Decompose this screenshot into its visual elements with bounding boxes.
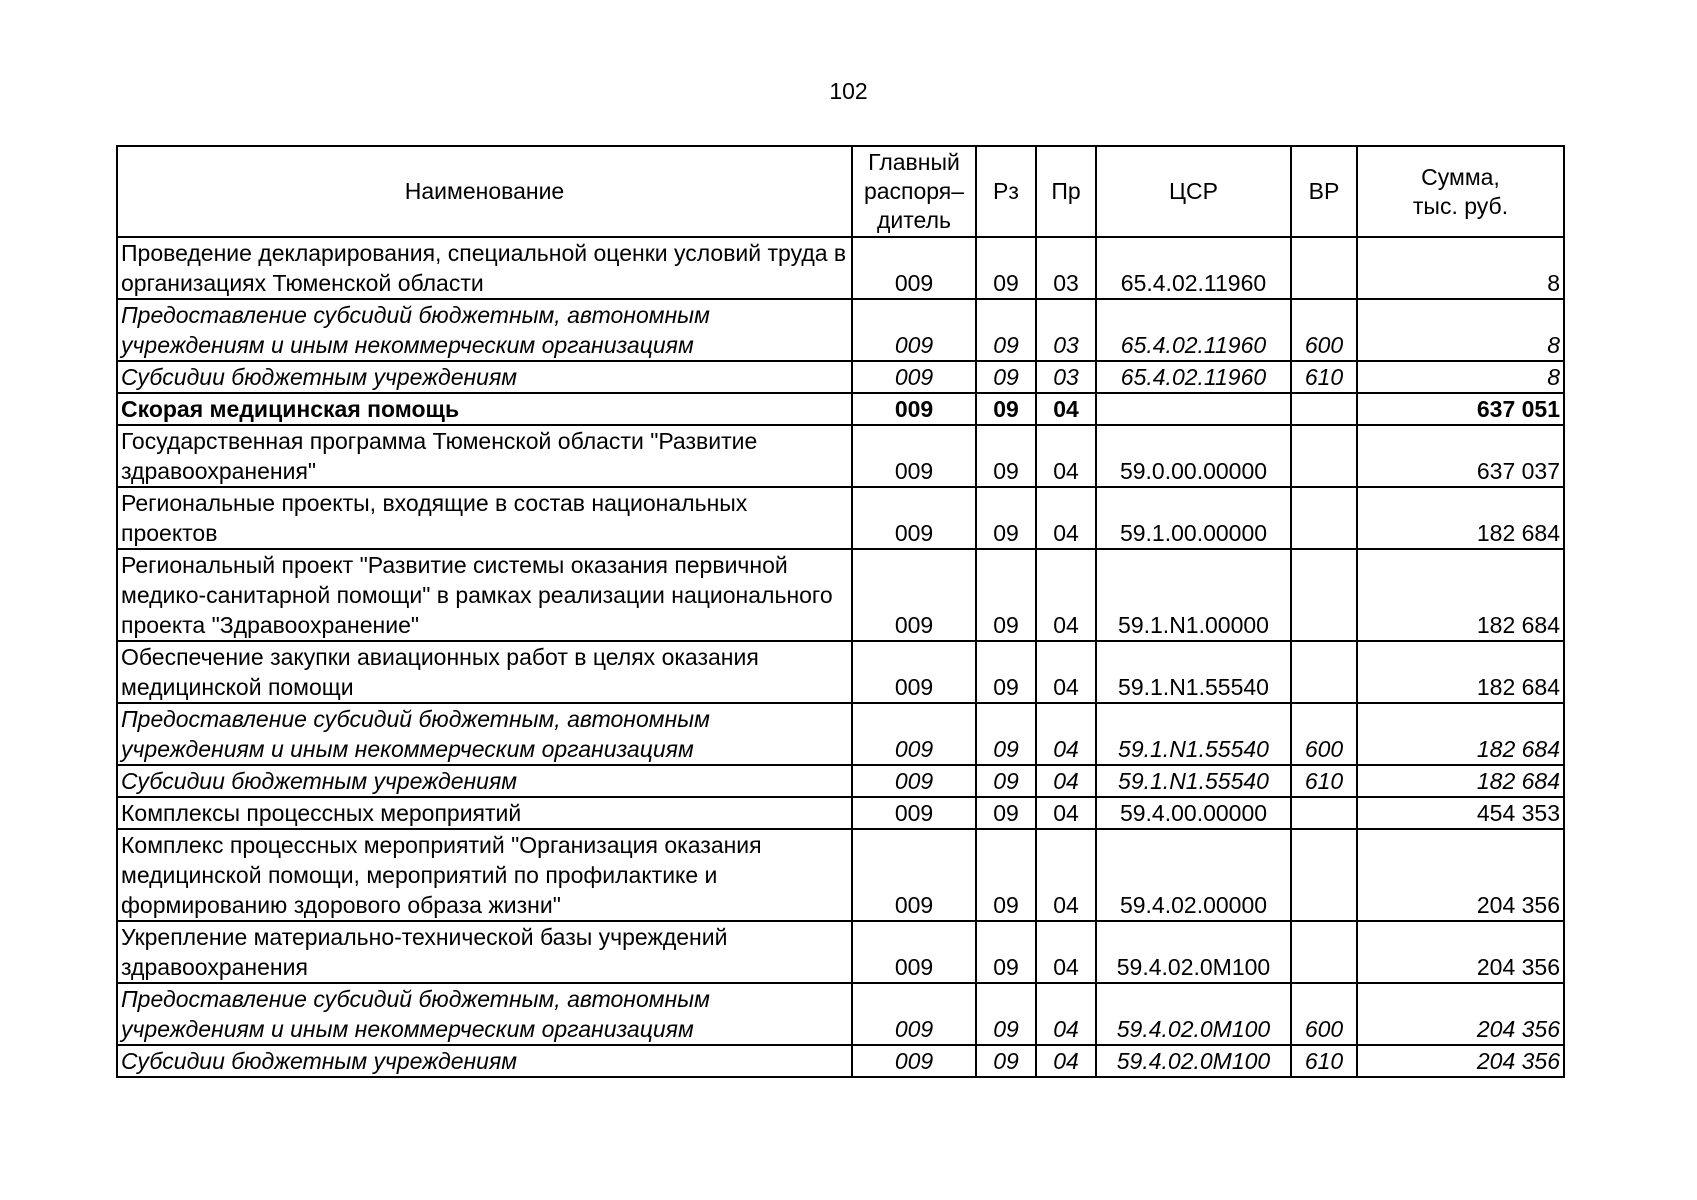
- cell-gr: 009: [852, 797, 976, 829]
- cell-vr: 610: [1291, 765, 1357, 797]
- cell-rz: 09: [976, 641, 1036, 703]
- cell-sum: 182 684: [1357, 641, 1564, 703]
- header-main-manager-line: Главный: [868, 149, 960, 175]
- cell-sum: 8: [1357, 237, 1564, 299]
- cell-pr: 04: [1036, 641, 1096, 703]
- cell-rz: 09: [976, 299, 1036, 361]
- cell-gr: 009: [852, 765, 976, 797]
- cell-rz: 09: [976, 549, 1036, 641]
- cell-name: Комплексы процессных мероприятий: [117, 797, 852, 829]
- cell-pr: 04: [1036, 549, 1096, 641]
- cell-csr: 65.4.02.11960: [1096, 361, 1291, 393]
- cell-sum: 204 356: [1357, 921, 1564, 983]
- cell-name: Укрепление материально-технической базы учреждений здравоохранения: [117, 921, 852, 983]
- cell-vr: 600: [1291, 983, 1357, 1045]
- table-row: [117, 703, 1564, 765]
- cell-vr: 610: [1291, 361, 1357, 393]
- header-vr: ВР: [1291, 146, 1357, 237]
- cell-name: Комплекс процессных мероприятий "Организация оказания медицинской помощи, мероприятий по профилактике и формированию здорового образа жизни": [117, 829, 852, 921]
- cell-csr: 59.4.00.00000: [1096, 797, 1291, 829]
- header-main-manager-line: дитель: [877, 207, 951, 233]
- cell-gr: 009: [852, 237, 976, 299]
- cell-gr: 009: [852, 487, 976, 549]
- cell-pr: 04: [1036, 765, 1096, 797]
- table-row: [117, 237, 1564, 299]
- cell-csr: 65.4.02.11960: [1096, 299, 1291, 361]
- cell-name: Субсидии бюджетным учреждениям: [117, 1045, 852, 1077]
- table-row: [117, 299, 1564, 361]
- cell-pr: 03: [1036, 361, 1096, 393]
- cell-name: Предоставление субсидий бюджетным, автономным учреждениям и иным некоммерческим организациям: [117, 703, 852, 765]
- cell-vr: [1291, 425, 1357, 487]
- cell-gr: 009: [852, 703, 976, 765]
- cell-name: Региональные проекты, входящие в состав национальных проектов: [117, 487, 852, 549]
- header-main-manager: [852, 146, 976, 237]
- cell-csr: 59.1.N1.55540: [1096, 641, 1291, 703]
- cell-pr: 04: [1036, 921, 1096, 983]
- header-csr: ЦСР: [1096, 146, 1291, 237]
- cell-gr: 009: [852, 641, 976, 703]
- cell-pr: 04: [1036, 829, 1096, 921]
- cell-csr: 59.4.02.0М100: [1096, 1045, 1291, 1077]
- cell-sum: 454 353: [1357, 797, 1564, 829]
- cell-csr: 65.4.02.11960: [1096, 237, 1291, 299]
- cell-name: Субсидии бюджетным учреждениям: [117, 361, 852, 393]
- cell-name: Предоставление субсидий бюджетным, автономным учреждениям и иным некоммерческим организациям: [117, 983, 852, 1045]
- cell-name: Проведение декларирования, специальной оценки условий труда в организациях Тюменской области: [117, 237, 852, 299]
- header-sum-line: тыс. руб.: [1412, 192, 1509, 219]
- cell-vr: [1291, 641, 1357, 703]
- cell-sum: 182 684: [1357, 487, 1564, 549]
- cell-rz: 09: [976, 487, 1036, 549]
- cell-gr: 009: [852, 829, 976, 921]
- cell-rz: 09: [976, 361, 1036, 393]
- header-pr: Пр: [1036, 146, 1096, 237]
- cell-gr: 009: [852, 921, 976, 983]
- cell-name: Обеспечение закупки авиационных работ в целях оказания медицинской помощи: [117, 641, 852, 703]
- cell-sum: 182 684: [1357, 549, 1564, 641]
- budget-table: [116, 145, 1565, 1078]
- cell-csr: 59.1.N1.55540: [1096, 703, 1291, 765]
- cell-pr: 04: [1036, 487, 1096, 549]
- cell-sum: 182 684: [1357, 703, 1564, 765]
- cell-name: Субсидии бюджетным учреждениям: [117, 765, 852, 797]
- cell-sum: 204 356: [1357, 829, 1564, 921]
- cell-name: Региональный проект "Развитие системы оказания первичной медико-санитарной помощи" в рамках реализации национального проекта "Здравоохранение": [117, 549, 852, 641]
- cell-vr: 600: [1291, 299, 1357, 361]
- cell-rz: 09: [976, 703, 1036, 765]
- cell-vr: [1291, 237, 1357, 299]
- cell-gr: 009: [852, 361, 976, 393]
- cell-csr: 59.4.02.0М100: [1096, 921, 1291, 983]
- table-row: [117, 829, 1564, 921]
- header-rz: Рз: [976, 146, 1036, 237]
- cell-sum: 204 356: [1357, 983, 1564, 1045]
- cell-csr: [1096, 393, 1291, 425]
- cell-gr: 009: [852, 1045, 976, 1077]
- cell-sum: 637 051: [1357, 393, 1564, 425]
- cell-name: Предоставление субсидий бюджетным, автономным учреждениям и иным некоммерческим организациям: [117, 299, 852, 361]
- cell-vr: [1291, 487, 1357, 549]
- cell-sum: 8: [1357, 299, 1564, 361]
- table-row: [117, 921, 1564, 983]
- cell-csr: 59.0.00.00000: [1096, 425, 1291, 487]
- table-row: [117, 1045, 1564, 1077]
- table-row: [117, 983, 1564, 1045]
- cell-vr: [1291, 829, 1357, 921]
- cell-rz: 09: [976, 829, 1036, 921]
- table-row: [117, 361, 1564, 393]
- cell-pr: 04: [1036, 797, 1096, 829]
- cell-vr: 600: [1291, 703, 1357, 765]
- table-row: [117, 797, 1564, 829]
- cell-pr: 03: [1036, 299, 1096, 361]
- header-sum: [1357, 146, 1564, 237]
- cell-name: Скорая медицинская помощь: [117, 393, 852, 425]
- cell-rz: 09: [976, 1045, 1036, 1077]
- table-row: [117, 425, 1564, 487]
- cell-rz: 09: [976, 425, 1036, 487]
- cell-pr: 04: [1036, 393, 1096, 425]
- cell-sum: 8: [1357, 361, 1564, 393]
- header-sum-line: Сумма,: [1421, 163, 1500, 190]
- table-row: [117, 641, 1564, 703]
- cell-csr: 59.4.02.00000: [1096, 829, 1291, 921]
- table-row: [117, 393, 1564, 425]
- cell-pr: 04: [1036, 703, 1096, 765]
- page-number: 102: [829, 78, 868, 104]
- cell-vr: [1291, 549, 1357, 641]
- cell-gr: 009: [852, 983, 976, 1045]
- header-name: Наименование: [117, 146, 852, 237]
- cell-csr: 59.1.N1.00000: [1096, 549, 1291, 641]
- cell-csr: 59.4.02.0М100: [1096, 983, 1291, 1045]
- cell-pr: 04: [1036, 983, 1096, 1045]
- table-row: [117, 487, 1564, 549]
- cell-sum: 204 356: [1357, 1045, 1564, 1077]
- cell-rz: 09: [976, 797, 1036, 829]
- cell-rz: 09: [976, 393, 1036, 425]
- cell-sum: 637 037: [1357, 425, 1564, 487]
- cell-csr: 59.1.00.00000: [1096, 487, 1291, 549]
- cell-vr: [1291, 797, 1357, 829]
- cell-rz: 09: [976, 983, 1036, 1045]
- cell-rz: 09: [976, 765, 1036, 797]
- cell-vr: 610: [1291, 1045, 1357, 1077]
- cell-gr: 009: [852, 299, 976, 361]
- header-main-manager-line: распоря–: [863, 178, 965, 204]
- cell-pr: 03: [1036, 237, 1096, 299]
- cell-gr: 009: [852, 549, 976, 641]
- cell-rz: 09: [976, 237, 1036, 299]
- cell-gr: 009: [852, 393, 976, 425]
- cell-vr: [1291, 393, 1357, 425]
- cell-pr: 04: [1036, 425, 1096, 487]
- cell-name: Государственная программа Тюменской области "Развитие здравоохранения": [117, 425, 852, 487]
- cell-csr: 59.1.N1.55540: [1096, 765, 1291, 797]
- table-row: [117, 549, 1564, 641]
- cell-gr: 009: [852, 425, 976, 487]
- cell-rz: 09: [976, 921, 1036, 983]
- table-row: [117, 765, 1564, 797]
- cell-vr: [1291, 921, 1357, 983]
- cell-pr: 04: [1036, 1045, 1096, 1077]
- cell-sum: 182 684: [1357, 765, 1564, 797]
- table-header-row: [117, 146, 1564, 237]
